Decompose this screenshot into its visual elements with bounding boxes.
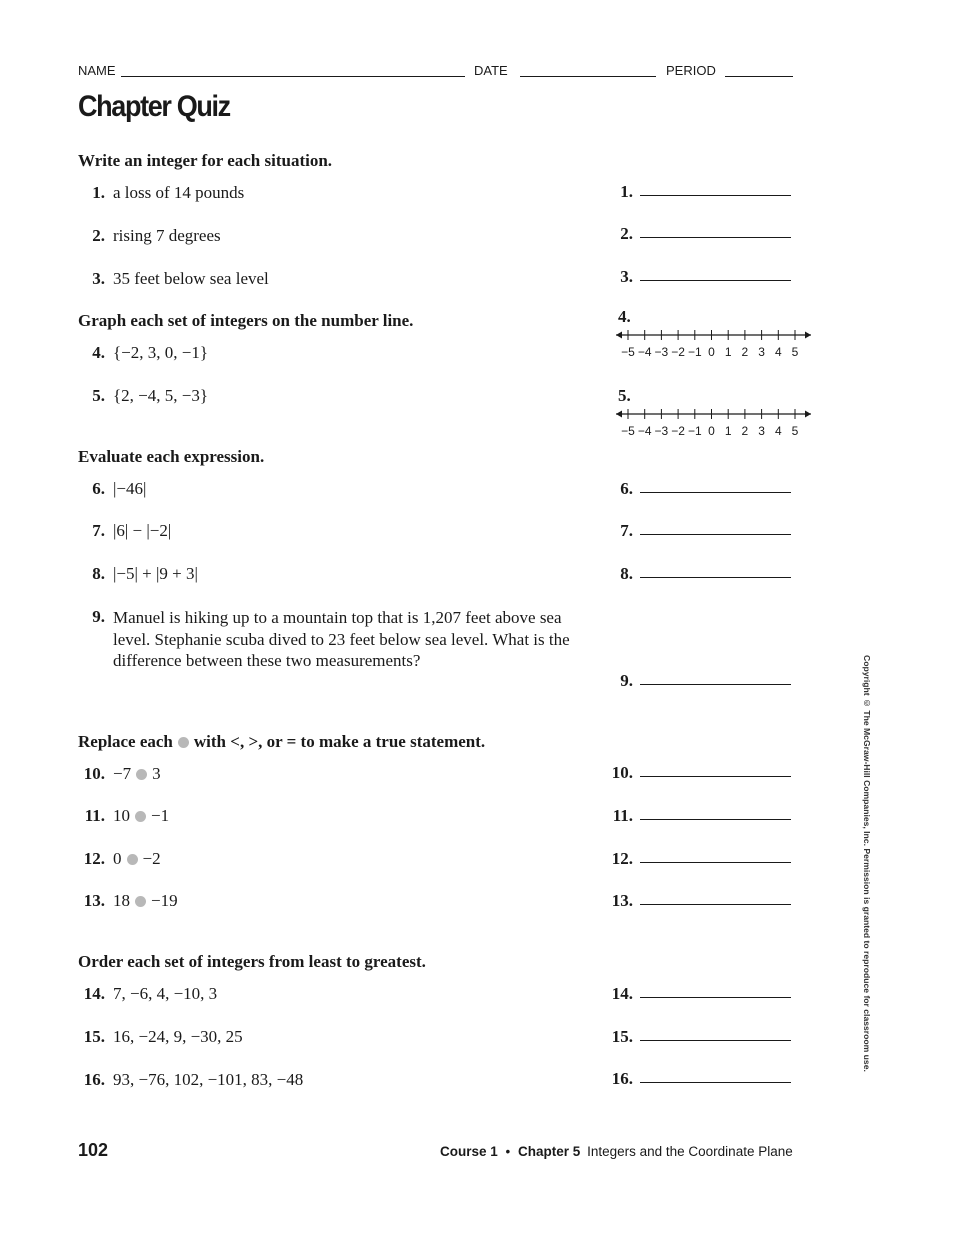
problem-number: 2. bbox=[92, 226, 105, 245]
number-line-label: −1 bbox=[687, 424, 702, 438]
problem-number: 1. bbox=[92, 183, 105, 202]
problem-text: {−2, 3, 0, −1} bbox=[113, 343, 208, 362]
number-line-label: −4 bbox=[637, 424, 652, 438]
number-line-label: 5 bbox=[791, 345, 799, 359]
problem-text: 93, −76, 102, −101, 83, −48 bbox=[113, 1070, 304, 1089]
circle-placeholder-icon bbox=[178, 737, 189, 748]
problem-number: 5. bbox=[92, 386, 105, 405]
answer-number-5: 5. bbox=[618, 386, 631, 405]
footer-chapter-title: Integers and the Coordinate Plane bbox=[587, 1144, 793, 1159]
problem-text: 35 feet below sea level bbox=[113, 269, 269, 288]
footer-course: Course 1 bbox=[440, 1144, 498, 1159]
problem-number: 7. bbox=[92, 521, 105, 540]
answer-number-2: 2. bbox=[620, 224, 633, 243]
footer-bullet: • bbox=[505, 1144, 511, 1159]
answer-blank-3[interactable] bbox=[640, 280, 791, 281]
number-line-5[interactable] bbox=[612, 407, 815, 447]
problem-number: 8. bbox=[92, 564, 105, 583]
number-line-label: −5 bbox=[621, 345, 635, 359]
problem-text: |−5| + |9 + 3| bbox=[113, 564, 198, 583]
number-line-label: 1 bbox=[724, 345, 732, 359]
number-line-label: 3 bbox=[758, 345, 765, 359]
problem-number: 4. bbox=[92, 343, 105, 362]
answer-blank-13[interactable] bbox=[640, 904, 791, 905]
compare-left: 0 bbox=[113, 849, 122, 868]
compare-left: −7 bbox=[113, 764, 132, 783]
answer-blank-15[interactable] bbox=[640, 1040, 791, 1041]
answer-blank-7[interactable] bbox=[640, 534, 791, 535]
problem-text: |6| − |−2| bbox=[113, 521, 172, 540]
compare-left: 10 bbox=[113, 806, 130, 825]
page-number: 102 bbox=[78, 1140, 109, 1160]
footer-chapter: Chapter 5 bbox=[518, 1144, 581, 1159]
answer-number-3: 3. bbox=[620, 267, 633, 286]
number-line-label: 2 bbox=[741, 345, 749, 359]
problem-number: 13. bbox=[83, 891, 105, 910]
answer-number-13: 13. bbox=[611, 891, 633, 910]
problem-number: 14. bbox=[83, 984, 105, 1003]
answer-blank-12[interactable] bbox=[640, 862, 791, 863]
answer-number-8: 8. bbox=[620, 564, 633, 583]
problem-text: {2, −4, 5, −3} bbox=[113, 386, 208, 405]
circle-placeholder-icon bbox=[127, 854, 138, 865]
number-line-label: −2 bbox=[671, 345, 685, 359]
answer-blank-14[interactable] bbox=[640, 997, 791, 998]
section-heading-graph: Graph each set of integers on the number line. bbox=[78, 311, 414, 330]
answer-blank-10[interactable] bbox=[640, 776, 791, 777]
number-line-label: 0 bbox=[708, 345, 715, 359]
problem-number: 6. bbox=[92, 479, 105, 498]
date-label: DATE bbox=[474, 63, 508, 78]
circle-placeholder-icon bbox=[135, 811, 146, 822]
number-line-label: 5 bbox=[791, 424, 799, 438]
arrow-right-icon bbox=[805, 411, 811, 418]
problem-number: 10. bbox=[83, 764, 105, 783]
answer-number-11: 11. bbox=[612, 806, 633, 825]
name-field-line[interactable] bbox=[121, 76, 465, 77]
number-line-label: 2 bbox=[741, 424, 749, 438]
section-heading-integers: Write an integer for each situation. bbox=[78, 151, 333, 170]
date-field-line[interactable] bbox=[520, 76, 656, 77]
answer-number-4: 4. bbox=[618, 307, 631, 326]
compare-right: −19 bbox=[151, 891, 178, 910]
problem-text: 16, −24, 9, −30, 25 bbox=[113, 1027, 243, 1046]
answer-number-7: 7. bbox=[620, 521, 633, 540]
answer-blank-6[interactable] bbox=[640, 492, 791, 493]
problem-number: 11. bbox=[84, 806, 105, 825]
problem-number: 12. bbox=[83, 849, 105, 868]
period-label: PERIOD bbox=[666, 63, 716, 78]
problem-number: 16. bbox=[83, 1070, 105, 1089]
number-line-label: 4 bbox=[774, 345, 782, 359]
circle-placeholder-icon bbox=[136, 769, 147, 780]
page-title: Chapter Quiz bbox=[78, 90, 230, 123]
section-heading-order: Order each set of integers from least to greatest. bbox=[78, 952, 426, 971]
compare-left: 18 bbox=[113, 891, 130, 910]
section-heading-text: Replace each bbox=[78, 732, 173, 751]
circle-placeholder-icon bbox=[135, 896, 146, 907]
answer-blank-11[interactable] bbox=[640, 819, 791, 820]
number-line-label: −1 bbox=[687, 345, 702, 359]
number-line-label: −2 bbox=[671, 424, 685, 438]
period-field-line[interactable] bbox=[725, 76, 793, 77]
problem-number: 9. bbox=[92, 607, 105, 626]
number-line-label: 3 bbox=[758, 424, 765, 438]
number-line-label: −4 bbox=[637, 345, 652, 359]
answer-blank-1[interactable] bbox=[640, 195, 791, 196]
arrow-right-icon bbox=[805, 332, 811, 339]
arrow-left-icon bbox=[616, 411, 622, 418]
problem-number: 3. bbox=[92, 269, 105, 288]
footer-course-info bbox=[440, 1144, 793, 1159]
compare-right: −2 bbox=[142, 849, 161, 868]
problem-text: a loss of 14 pounds bbox=[113, 183, 245, 202]
number-line-label: −5 bbox=[621, 424, 635, 438]
answer-blank-8[interactable] bbox=[640, 577, 791, 578]
copyright-notice: Copyright © The McGraw-Hill Companies, Inc. Permission is granted to reproduce for classroom use. bbox=[862, 655, 872, 1072]
answer-blank-9[interactable] bbox=[640, 684, 791, 685]
problem-text: rising 7 degrees bbox=[113, 226, 221, 245]
number-line-label: −3 bbox=[654, 424, 669, 438]
number-line-label: 4 bbox=[774, 424, 782, 438]
answer-number-15: 15. bbox=[611, 1027, 633, 1046]
answer-number-12: 12. bbox=[611, 849, 633, 868]
number-line-4[interactable] bbox=[612, 328, 815, 368]
problem-text: |−46| bbox=[113, 479, 147, 498]
answer-blank-16[interactable] bbox=[640, 1082, 791, 1083]
answer-number-1: 1. bbox=[620, 182, 633, 201]
answer-blank-2[interactable] bbox=[640, 237, 791, 238]
section-heading-evaluate: Evaluate each expression. bbox=[78, 447, 265, 466]
answer-number-16: 16. bbox=[611, 1069, 633, 1088]
problem-text: 7, −6, 4, −10, 3 bbox=[113, 984, 218, 1003]
problem-text: Manuel is hiking up to a mountain top that is 1,207 feet above sea level. Stephanie scuba dived to 23 feet below sea level. What is the difference between these two measurements? bbox=[113, 608, 570, 670]
number-line-label: 0 bbox=[708, 424, 715, 438]
arrow-left-icon bbox=[616, 332, 622, 339]
section-heading-text: with <, >, or = to make a true statement. bbox=[193, 732, 486, 751]
number-line-label: 1 bbox=[724, 424, 732, 438]
compare-right: −1 bbox=[151, 806, 170, 825]
answer-number-6: 6. bbox=[620, 479, 633, 498]
name-label: NAME bbox=[78, 63, 116, 78]
answer-number-10: 10. bbox=[611, 763, 633, 782]
section-heading-compare bbox=[78, 732, 485, 752]
compare-right: 3 bbox=[152, 764, 161, 783]
answer-number-9: 9. bbox=[620, 671, 633, 690]
problem-number: 15. bbox=[83, 1027, 105, 1046]
number-line-label: −3 bbox=[654, 345, 669, 359]
answer-number-14: 14. bbox=[611, 984, 633, 1003]
